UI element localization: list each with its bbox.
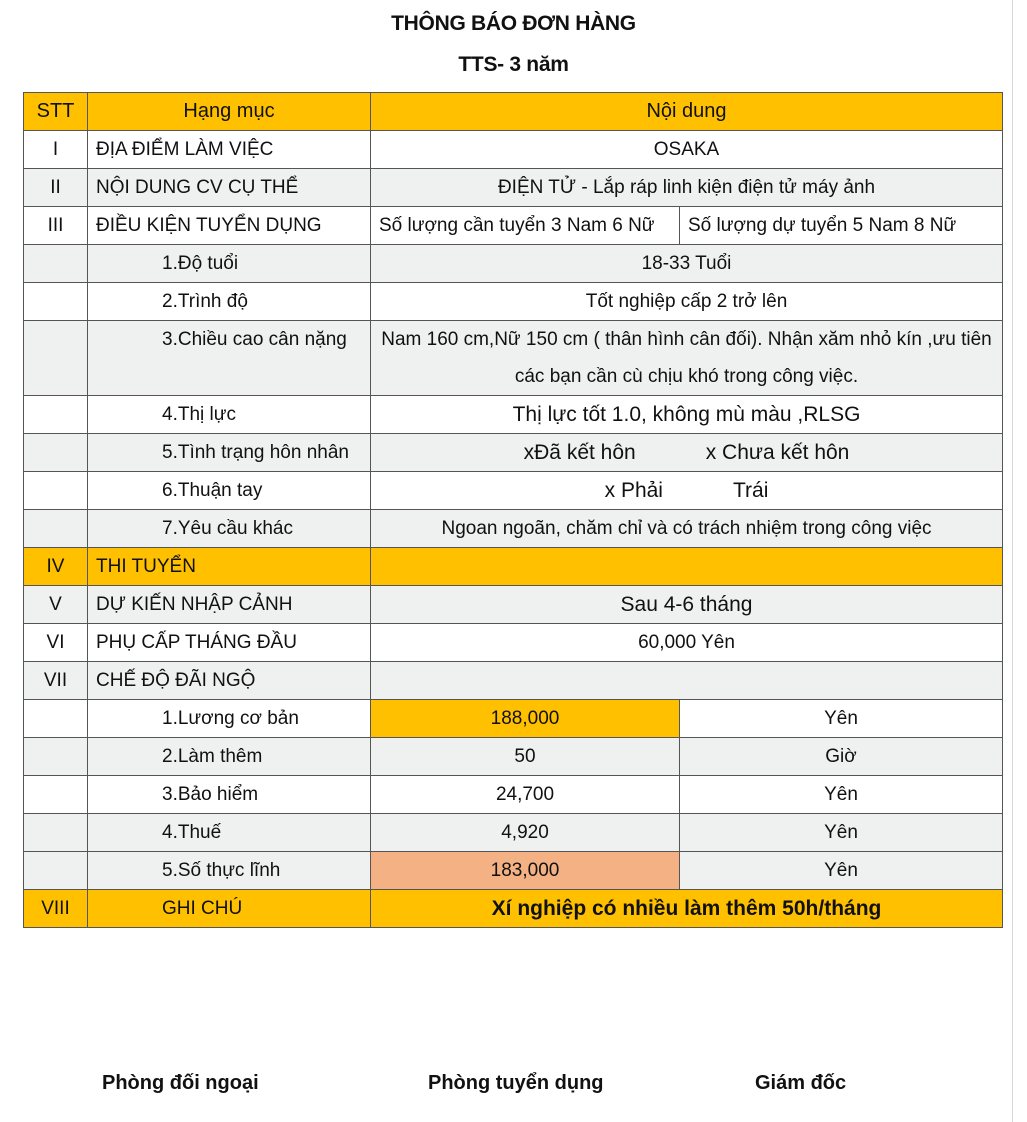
document-title: THÔNG BÁO ĐƠN HÀNG bbox=[391, 12, 636, 35]
row-item: 1.Độ tuổi bbox=[88, 245, 371, 283]
row-content: Ngoan ngoãn, chăm chỉ và có trách nhiệm trong công việc bbox=[371, 510, 1003, 548]
page-edge bbox=[1012, 0, 1027, 1122]
row-item: 5.Tình trạng hôn nhân bbox=[88, 434, 371, 472]
row-item: 4.Thuế bbox=[88, 814, 371, 852]
row-item: 2.Trình độ bbox=[88, 283, 371, 321]
row-item: ĐIỀU KIỆN TUYỂN DỤNG bbox=[88, 207, 371, 245]
row-content-handedness bbox=[371, 472, 1003, 510]
table-row bbox=[24, 776, 1003, 814]
row-item: 3.Bảo hiểm bbox=[88, 776, 371, 814]
row-content: ĐIỆN TỬ - Lắp ráp linh kiện điện tử máy ảnh bbox=[371, 169, 1003, 207]
tax-unit: Yên bbox=[680, 814, 1003, 852]
salary-value: 188,000 bbox=[371, 700, 680, 738]
row-stt bbox=[24, 434, 88, 472]
signature-director: Giám đốc bbox=[755, 1072, 847, 1094]
row-content: Sau 4-6 tháng bbox=[371, 586, 1003, 624]
row-stt bbox=[24, 283, 88, 321]
table-row bbox=[24, 207, 1003, 245]
row-stt bbox=[24, 396, 88, 434]
row-item: GHI CHÚ bbox=[88, 890, 371, 928]
row-stt: IV bbox=[24, 548, 88, 586]
row-stt: VII bbox=[24, 662, 88, 700]
table-row bbox=[24, 321, 1003, 396]
row-content-need: Số lượng cần tuyển 3 Nam 6 Nữ bbox=[371, 207, 680, 245]
table-row bbox=[24, 700, 1003, 738]
row-content: Nam 160 cm,Nữ 150 cm ( thân hình cân đối). Nhận xăm nhỏ kín ,ưu tiên các bạn cần cù chịu khó trong công việc. bbox=[371, 321, 1003, 396]
row-stt: I bbox=[24, 131, 88, 169]
row-stt bbox=[24, 738, 88, 776]
row-content: 60,000 Yên bbox=[371, 624, 1003, 662]
row-item: PHỤ CẤP THÁNG ĐẦU bbox=[88, 624, 371, 662]
row-content-marital bbox=[371, 434, 1003, 472]
table-header-row bbox=[24, 93, 1003, 131]
row-item: 1.Lương cơ bản bbox=[88, 700, 371, 738]
document-subtitle: TTS- 3 năm bbox=[458, 53, 569, 76]
insurance-value: 24,700 bbox=[371, 776, 680, 814]
row-item: NỘI DUNG CV CỤ THỂ bbox=[88, 169, 371, 207]
option-married: xĐã kết hôn bbox=[523, 441, 636, 464]
row-note: Xí nghiệp có nhiều làm thêm 50h/tháng bbox=[371, 890, 1003, 928]
table-row bbox=[24, 131, 1003, 169]
row-stt bbox=[24, 510, 88, 548]
row-item: THI TUYỂN bbox=[88, 548, 371, 586]
row-content bbox=[371, 662, 1003, 700]
row-content: 18-33 Tuổi bbox=[371, 245, 1003, 283]
row-stt: VIII bbox=[24, 890, 88, 928]
table-row bbox=[24, 662, 1003, 700]
row-item: 7.Yêu cầu khác bbox=[88, 510, 371, 548]
table-row bbox=[24, 434, 1003, 472]
row-content: Thị lực tốt 1.0, không mù màu ,RLSG bbox=[371, 396, 1003, 434]
tax-value: 4,920 bbox=[371, 814, 680, 852]
table-row bbox=[24, 283, 1003, 321]
row-item: CHẾ ĐỘ ĐÃI NGỘ bbox=[88, 662, 371, 700]
row-stt bbox=[24, 321, 88, 396]
row-stt bbox=[24, 814, 88, 852]
row-stt bbox=[24, 472, 88, 510]
option-single: x Chưa kết hôn bbox=[705, 441, 850, 464]
insurance-unit: Yên bbox=[680, 776, 1003, 814]
row-item: 4.Thị lực bbox=[88, 396, 371, 434]
row-stt bbox=[24, 700, 88, 738]
salary-unit: Yên bbox=[680, 700, 1003, 738]
option-left: Trái bbox=[732, 479, 769, 502]
order-table bbox=[23, 92, 1003, 928]
row-item: 6.Thuận tay bbox=[88, 472, 371, 510]
row-stt: VI bbox=[24, 624, 88, 662]
row-item: 3.Chiều cao cân nặng bbox=[88, 321, 371, 396]
table-row bbox=[24, 396, 1003, 434]
row-item: DỰ KIẾN NHẬP CẢNH bbox=[88, 586, 371, 624]
table-row bbox=[24, 586, 1003, 624]
row-content: Tốt nghiệp cấp 2 trở lên bbox=[371, 283, 1003, 321]
table-row bbox=[24, 852, 1003, 890]
overtime-value: 50 bbox=[371, 738, 680, 776]
signature-recruitment: Phòng tuyển dụng bbox=[428, 1072, 604, 1094]
signature-foreign-affairs: Phòng đối ngoại bbox=[102, 1072, 259, 1094]
header-stt: STT bbox=[24, 93, 88, 131]
table-row bbox=[24, 510, 1003, 548]
row-content: OSAKA bbox=[371, 131, 1003, 169]
row-stt bbox=[24, 245, 88, 283]
row-content bbox=[371, 548, 1003, 586]
header-content: Nội dung bbox=[371, 93, 1003, 131]
net-pay-value: 183,000 bbox=[371, 852, 680, 890]
option-right: x Phải bbox=[604, 479, 663, 502]
table-row bbox=[24, 814, 1003, 852]
row-item: ĐỊA ĐIỂM LÀM VIỆC bbox=[88, 131, 371, 169]
row-stt: III bbox=[24, 207, 88, 245]
table-row bbox=[24, 738, 1003, 776]
net-pay-unit: Yên bbox=[680, 852, 1003, 890]
table-row bbox=[24, 548, 1003, 586]
row-stt bbox=[24, 852, 88, 890]
table-row bbox=[24, 472, 1003, 510]
row-content-candidates: Số lượng dự tuyển 5 Nam 8 Nữ bbox=[680, 207, 1003, 245]
table-row bbox=[24, 624, 1003, 662]
row-stt bbox=[24, 776, 88, 814]
table-row bbox=[24, 890, 1003, 928]
row-stt: II bbox=[24, 169, 88, 207]
table-row bbox=[24, 245, 1003, 283]
header-item: Hạng mục bbox=[88, 93, 371, 131]
table-row bbox=[24, 169, 1003, 207]
row-item: 5.Số thực lĩnh bbox=[88, 852, 371, 890]
row-stt: V bbox=[24, 586, 88, 624]
overtime-unit: Giờ bbox=[680, 738, 1003, 776]
row-item: 2.Làm thêm bbox=[88, 738, 371, 776]
